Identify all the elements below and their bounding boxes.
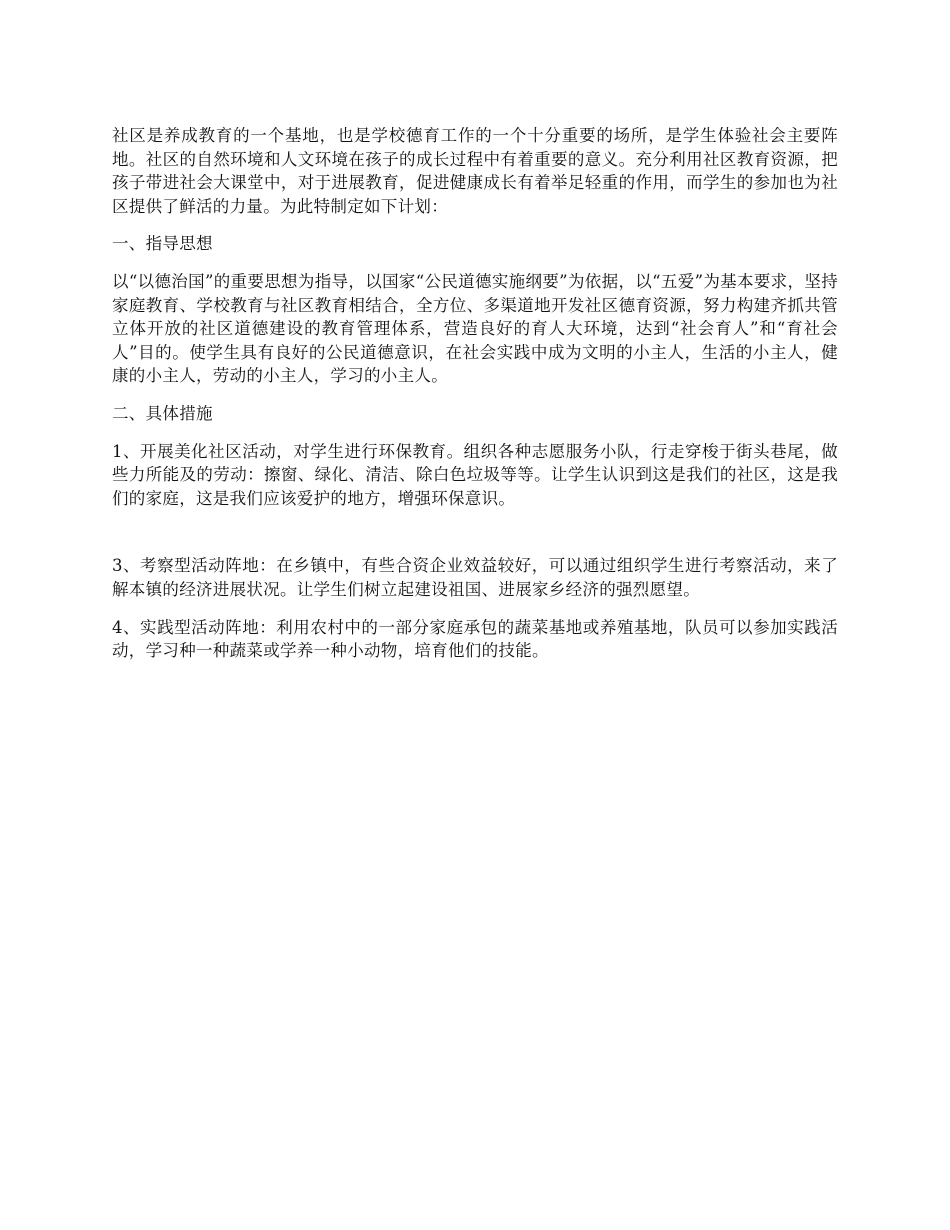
measure-item-1: 1、开展美化社区活动，对学生进行环保教育。组织各种志愿服务小队，行走穿梭于街头巷尾，做些力所能及的劳动：擦窗、绿化、清洁、除白色垃圾等等。让学生认识到这是我们的社区，这是我们的家庭，这是我们应该爱护的地方，增强环保意识。 xyxy=(112,441,838,508)
section-heading-guiding-ideology: 一、指导思想 xyxy=(112,234,213,254)
guiding-ideology-paragraph: 以“以德治国”的重要思想为指导，以国家“公民道德实施纲要”为依据，以“五爱”为基本要求，坚持家庭教育、学校教育与社区教育相结合，全方位、多渠道地开发社区德育资源，努力构建齐抓共管立体开放的社区道德建设的教育管理体系，营造良好的育人大环境，达到“社会育人”和“育社会人”目的。使学生具有良好的公民道德意识，在社会实践中成为文明的小主人，生活的小主人，健康的小主人，劳动的小主人，学习的小主人。 xyxy=(112,271,838,386)
section-heading-specific-measures: 二、具体措施 xyxy=(112,403,213,423)
measure-item-3: 3、考察型活动阵地：在乡镇中，有些合资企业效益较好，可以通过组织学生进行考察活动，来了解本镇的经济进展状况。让学生们树立起建设祖国、进展家乡经济的强烈愿望。 xyxy=(112,556,838,599)
intro-paragraph: 社区是养成教育的一个基地，也是学校德育工作的一个十分重要的场所，是学生体验社会主要阵地。社区的自然环境和人文环境在孩子的成长过程中有着重要的意义。充分利用社区教育资源，把孩子带进社会大课堂中，对于进展教育，促进健康成长有着举足轻重的作用，而学生的参加也为社区提供了鲜活的力量。为此特制定如下计划： xyxy=(112,126,838,216)
measure-item-4: 4、实践型活动阵地：利用农村中的一部分家庭承包的蔬菜基地或养殖基地，队员可以参加实践活动，学习种一种蔬菜或学养一种小动物，培育他们的技能。 xyxy=(112,617,838,661)
document-page xyxy=(112,124,838,663)
